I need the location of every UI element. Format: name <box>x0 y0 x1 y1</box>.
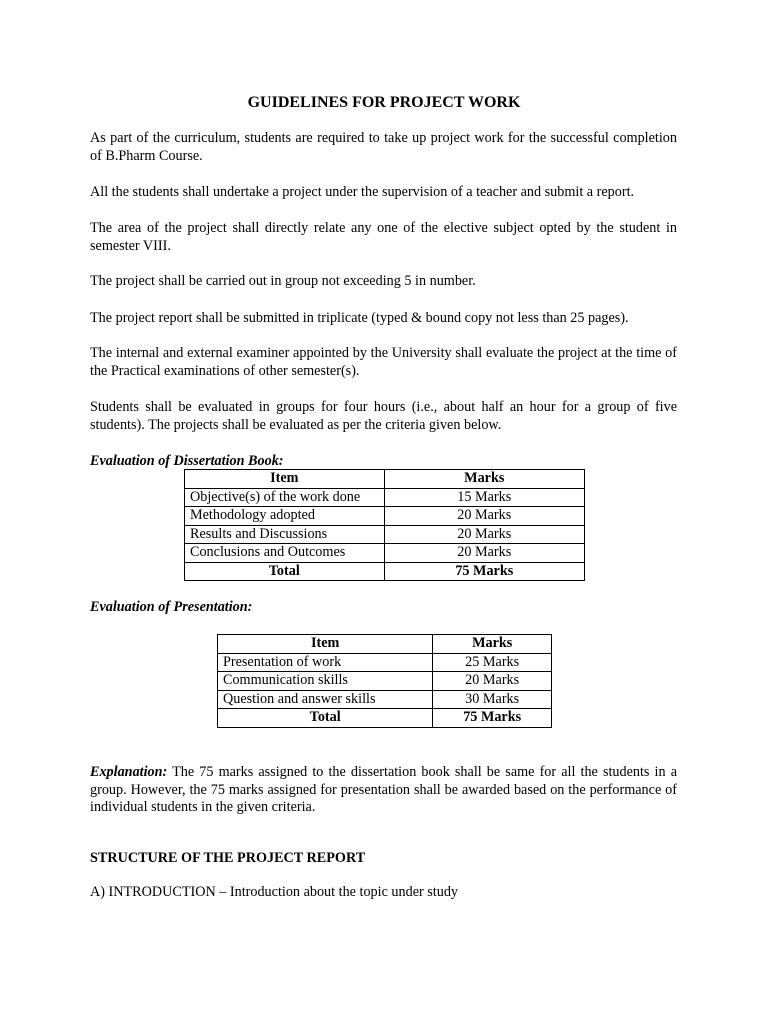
marks-cell: 20 Marks <box>384 525 584 544</box>
presentation-marks-table <box>217 634 552 728</box>
paragraph-examiner: The internal and external examiner appointed by the University shall evaluate the project at the time of the Practical examinations of other semester(s). <box>90 345 677 379</box>
page-title: GUIDELINES FOR PROJECT WORK <box>247 94 521 111</box>
marks-cell: 25 Marks <box>433 653 552 672</box>
presentation-heading: Evaluation of Presentation: <box>90 599 253 615</box>
dissertation-marks-table <box>184 469 585 581</box>
item-cell: Objective(s) of the work done <box>185 488 385 507</box>
column-header-item: Item <box>218 635 433 654</box>
paragraph-triplicate: The project report shall be submitted in triplicate (typed & bound copy not less than 25 pages). <box>90 310 629 326</box>
item-cell: Question and answer skills <box>218 690 433 709</box>
paragraph-group-size: The project shall be carried out in group not exceeding 5 in number. <box>90 273 476 289</box>
table-row <box>185 507 585 526</box>
marks-cell: 30 Marks <box>433 690 552 709</box>
table-row <box>218 690 552 709</box>
item-cell: Communication skills <box>218 672 433 691</box>
explanation-label: Explanation: <box>90 764 168 780</box>
table-header-row <box>218 635 552 654</box>
marks-cell: 20 Marks <box>384 544 584 563</box>
table-row <box>185 525 585 544</box>
paragraph-elective: The area of the project shall directly relate any one of the elective subject opted by the student in semester VIII. <box>90 220 677 254</box>
table-total-row <box>218 709 552 728</box>
item-cell: Results and Discussions <box>185 525 385 544</box>
explanation-text: The 75 marks assigned to the dissertation book shall be same for all the students in a group. However, the 75 marks assigned for presentation shall be awarded based on the performance of individual students in the given criteria. <box>90 764 677 815</box>
paragraph-evaluation-groups: Students shall be evaluated in groups for four hours (i.e., about half an hour for a group of five students). The projects shall be evaluated as per the criteria given below. <box>90 399 677 433</box>
paragraph-curriculum: As part of the curriculum, students are required to take up project work for the successful completion of B.Pharm Course. <box>90 130 677 164</box>
marks-cell: 20 Marks <box>433 672 552 691</box>
total-label: Total <box>218 709 433 728</box>
structure-heading: STRUCTURE OF THE PROJECT REPORT <box>90 850 366 866</box>
table-header-row <box>185 470 585 489</box>
table-row <box>185 544 585 563</box>
marks-cell: 20 Marks <box>384 507 584 526</box>
total-label: Total <box>185 562 385 581</box>
marks-cell: 15 Marks <box>384 488 584 507</box>
table-row <box>218 672 552 691</box>
table-total-row <box>185 562 585 581</box>
total-marks: 75 Marks <box>384 562 584 581</box>
item-cell: Presentation of work <box>218 653 433 672</box>
dissertation-heading: Evaluation of Dissertation Book: <box>90 453 284 469</box>
introduction-line: A) INTRODUCTION – Introduction about the topic under study <box>90 884 459 900</box>
item-cell: Conclusions and Outcomes <box>185 544 385 563</box>
paragraph-supervision: All the students shall undertake a project under the supervision of a teacher and submit a report. <box>90 184 635 200</box>
item-cell: Methodology adopted <box>185 507 385 526</box>
table-row <box>185 488 585 507</box>
table-row <box>218 653 552 672</box>
column-header-item: Item <box>185 470 385 489</box>
explanation-paragraph <box>90 764 677 817</box>
total-marks: 75 Marks <box>433 709 552 728</box>
column-header-marks: Marks <box>433 635 552 654</box>
column-header-marks: Marks <box>384 470 584 489</box>
